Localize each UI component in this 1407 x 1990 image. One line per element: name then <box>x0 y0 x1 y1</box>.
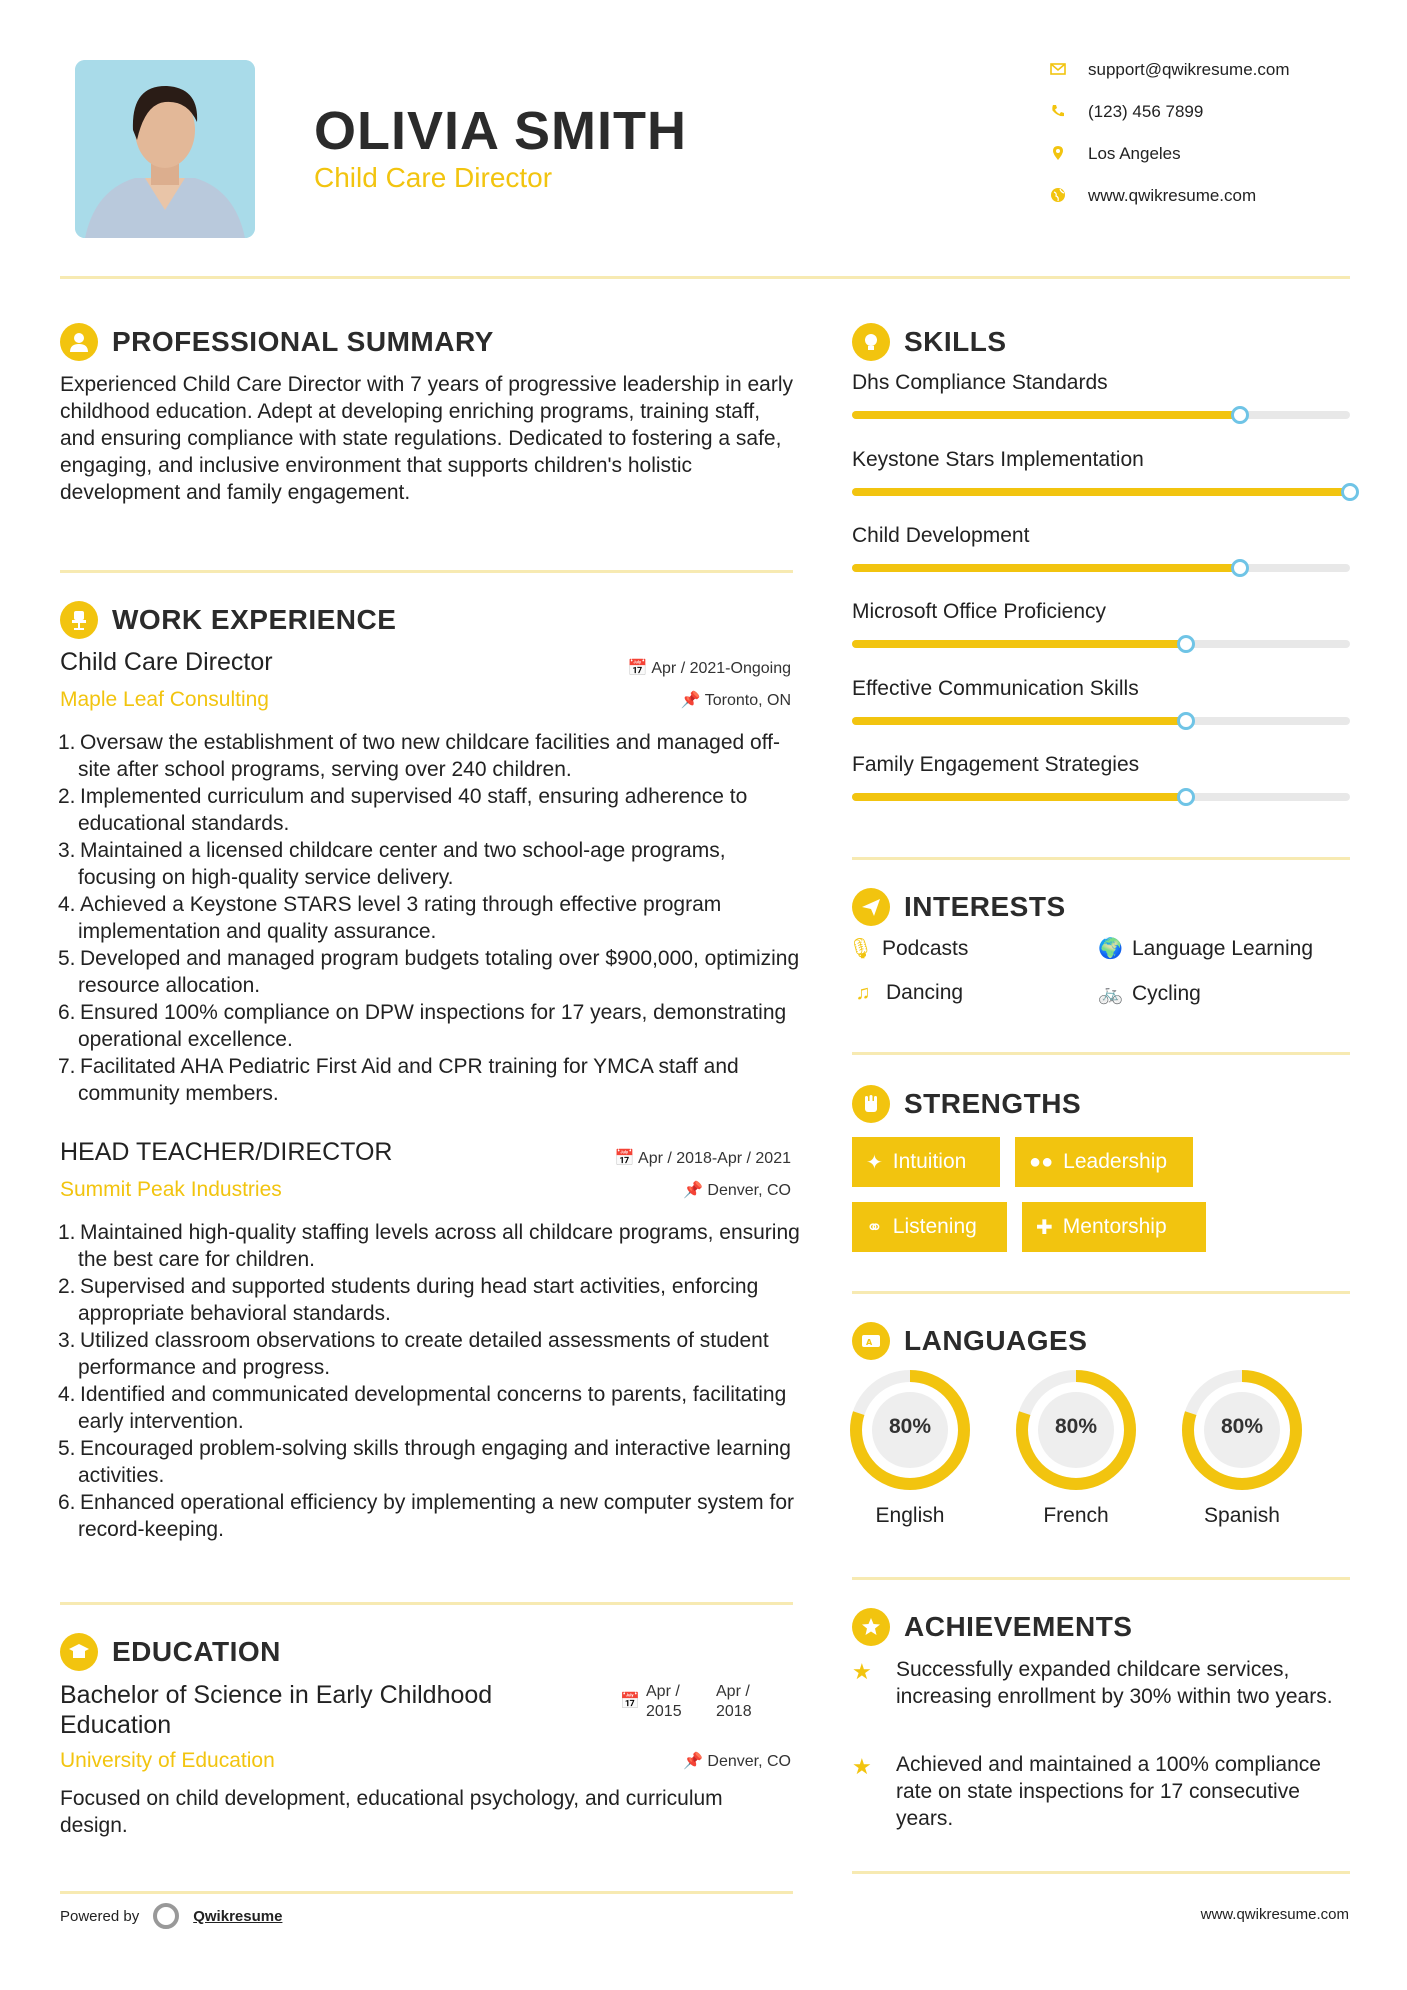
strengths-divider <box>852 1291 1350 1294</box>
user-icon <box>60 323 98 361</box>
skill-item <box>852 677 1350 701</box>
strength-label: Listening <box>892 1215 977 1238</box>
phone-icon <box>1050 103 1066 119</box>
skill-bar-handle <box>1177 788 1195 806</box>
interests-heading-text: INTERESTS <box>904 891 1066 922</box>
job-2-company: Summit Peak Industries <box>60 1178 282 1201</box>
paper-plane-icon <box>852 888 890 926</box>
job-1-dates <box>628 658 791 678</box>
language-item <box>1014 1368 1138 1528</box>
work-heading-text: WORK EXPERIENCE <box>112 604 397 635</box>
language-percent: 80% <box>888 1415 932 1438</box>
list-item: 1. Oversaw the establishment of two new childcare facilities and managed off-site after school programs, serving over 240 children. <box>58 731 780 781</box>
job-2-bullets <box>60 1219 800 1543</box>
microphone-icon: 🎙 <box>848 938 874 960</box>
education-location-text: Denver, CO <box>707 1753 791 1770</box>
star-icon: ★ <box>852 1754 872 1779</box>
strength-label: Intuition <box>892 1150 967 1173</box>
skill-bar <box>852 717 1350 725</box>
pin-icon: 📌 <box>683 1182 703 1199</box>
education-description: Focused on child development, educational psychology, and curriculum design. <box>60 1787 723 1837</box>
education-divider <box>60 1891 793 1894</box>
job-2-title: HEAD TEACHER/DIRECTOR <box>60 1138 393 1166</box>
strength-tag <box>852 1137 1000 1187</box>
skill-bar <box>852 488 1350 496</box>
profile-photo <box>75 60 255 238</box>
magic-wand-icon: ✦ <box>866 1151 883 1174</box>
footer-website[interactable]: www.qwikresume.com <box>1200 1906 1349 1923</box>
job-1-bullets <box>60 729 800 1107</box>
list-item: 5. Developed and managed program budgets totaling over $900,000, optimizing resource allocation. <box>58 947 800 997</box>
calendar-icon: 📅 <box>627 660 648 677</box>
footer-powered-by <box>60 1903 282 1929</box>
globe-icon <box>1050 187 1066 203</box>
qwikresume-link[interactable]: Qwikresume <box>193 1907 283 1925</box>
achievement-text: Achieved and maintained a 100% compliance rate on state inspections for 17 consecutive years. <box>896 1753 1321 1830</box>
skill-label: Microsoft Office Proficiency <box>852 600 1107 623</box>
skill-label: Child Development <box>852 524 1030 547</box>
list-item: 5. Encouraged problem-solving skills through engaging and interactive learning activities. <box>58 1437 791 1487</box>
list-item: 1. Maintained high-quality staffing levels across all childcare programs, ensuring the best care for children. <box>58 1221 800 1271</box>
contact-email-text: support@qwikresume.com <box>1088 60 1290 79</box>
skills-heading <box>852 323 1007 361</box>
lightbulb-icon <box>852 323 890 361</box>
skills-divider <box>852 857 1350 860</box>
candidate-title: Child Care Director <box>314 162 553 193</box>
strength-tag <box>852 1202 1007 1252</box>
work-divider <box>60 1602 793 1605</box>
summary-text: Experienced Child Care Director with 7 years of progressive leadership in early childhood education. Adept at developing enriching programs, training staff, and ensuring compliance with state regulations. Dedicated to fostering a safe, engaging, and inclusive environment that supports children's holistic development and family engagement. <box>60 373 794 504</box>
skill-bar <box>852 793 1350 801</box>
interests-heading <box>852 888 1066 926</box>
interest-item <box>852 981 963 1005</box>
headphones-icon: ⚭ <box>866 1216 883 1239</box>
interest-label: Podcasts <box>882 936 969 960</box>
skill-label: Dhs Compliance Standards <box>852 371 1108 394</box>
user-plus-icon: ✚ <box>1036 1216 1053 1239</box>
language-card-icon <box>852 1322 890 1360</box>
work-heading <box>60 601 396 639</box>
skill-bar <box>852 640 1350 648</box>
interest-item <box>1098 981 1201 1006</box>
job-1-location <box>681 690 791 710</box>
svg-text:A: A <box>866 1338 873 1347</box>
skill-label: Family Engagement Strategies <box>852 753 1140 776</box>
achievement-item <box>852 1656 1352 1710</box>
skills-heading-text: SKILLS <box>904 326 1007 357</box>
language-item <box>1180 1368 1304 1528</box>
pin-icon: 📌 <box>683 1753 703 1770</box>
hand-icon <box>852 1085 890 1123</box>
users-icon: ●● <box>1029 1150 1054 1173</box>
school-name: University of Education <box>60 1749 275 1772</box>
education-heading-text: EDUCATION <box>112 1636 281 1667</box>
contact-website-text: www.qwikresume.com <box>1088 186 1257 205</box>
strength-tag <box>1022 1202 1206 1252</box>
map-pin-icon <box>1050 145 1066 161</box>
job-1-dates-text: Apr / 2021-Ongoing <box>651 660 791 677</box>
summary-divider <box>60 570 793 573</box>
language-percent: 80% <box>1054 1415 1098 1438</box>
strength-tag <box>1015 1137 1193 1187</box>
interests-divider <box>852 1052 1350 1055</box>
interest-label: Cycling <box>1132 981 1201 1005</box>
skill-bar-handle <box>1231 406 1249 424</box>
powered-by-text: Powered by <box>60 1907 140 1925</box>
list-item: 2. Implemented curriculum and supervised 40 staff, ensuring adherence to educational standards. <box>58 785 748 835</box>
languages-heading-text: LANGUAGES <box>904 1325 1088 1356</box>
envelope-icon <box>1050 61 1066 77</box>
header-divider <box>60 276 1350 279</box>
job-1-title: Child Care Director <box>60 648 273 676</box>
strength-label: Leadership <box>1063 1150 1168 1173</box>
chair-icon <box>60 601 98 639</box>
skill-label: Effective Communication Skills <box>852 677 1139 700</box>
achievements-divider <box>852 1871 1350 1874</box>
music-note-icon: ♫ <box>855 981 871 1004</box>
languages-heading <box>852 1322 1087 1360</box>
list-item: 2. Supervised and supported students during head start activities, enforcing appropriate behavioral standards. <box>58 1275 759 1325</box>
skill-item <box>852 448 1350 472</box>
language-name: French <box>1043 1504 1109 1527</box>
list-item: 3. Utilized classroom observations to create detailed assessments of student performance and progress. <box>58 1329 769 1379</box>
language-name: Spanish <box>1204 1504 1280 1527</box>
skill-item <box>852 600 1350 624</box>
skill-bar <box>852 411 1350 419</box>
education-heading <box>60 1633 281 1671</box>
job-2-location <box>683 1180 791 1200</box>
interest-label: Language Learning <box>1132 936 1314 960</box>
achievements-heading <box>852 1608 1132 1646</box>
interest-label: Dancing <box>886 981 964 1004</box>
skill-item <box>852 524 1350 548</box>
achievement-item <box>852 1751 1352 1832</box>
interest-item <box>1098 936 1313 961</box>
calendar-icon: 📅 <box>614 1150 635 1167</box>
summary-heading <box>60 323 494 361</box>
qwikresume-logo-icon <box>153 1903 179 1929</box>
summary-heading-text: PROFESSIONAL SUMMARY <box>112 326 494 357</box>
job-2-location-text: Denver, CO <box>707 1182 791 1199</box>
skill-bar-handle <box>1231 559 1249 577</box>
job-1-company: Maple Leaf Consulting <box>60 688 269 711</box>
achievement-text: Successfully expanded childcare services, increasing enrollment by 30% within two years. <box>896 1658 1333 1708</box>
skill-label: Keystone Stars Implementation <box>852 448 1144 471</box>
language-percent: 80% <box>1220 1415 1264 1438</box>
star-badge-icon <box>852 1608 890 1646</box>
skill-bar-handle <box>1177 712 1195 730</box>
candidate-name: OLIVIA SMITH <box>314 101 687 161</box>
degree-title: Bachelor of Science in Early Childhood Education <box>60 1681 493 1739</box>
language-item <box>848 1368 972 1528</box>
graduation-icon <box>60 1633 98 1671</box>
contact-phone-text: (123) 456 7899 <box>1088 102 1204 121</box>
list-item: 7. Facilitated AHA Pediatric First Aid and CPR training for YMCA staff and community members. <box>58 1055 739 1105</box>
skill-bar-handle <box>1177 635 1195 653</box>
strength-label: Mentorship <box>1062 1215 1167 1238</box>
star-icon: ★ <box>852 1659 872 1684</box>
skill-bar-handle <box>1341 483 1359 501</box>
list-item: 3. Maintained a licensed childcare center and two school-age programs, focusing on high-quality service delivery. <box>58 839 726 889</box>
skill-item <box>852 371 1350 395</box>
skill-item <box>852 753 1350 777</box>
bicycle-icon: 🚲 <box>1098 983 1123 1005</box>
job-2-dates-text: Apr / 2018-Apr / 2021 <box>638 1150 791 1167</box>
contact-location-text: Los Angeles <box>1088 144 1181 163</box>
language-name: English <box>875 1504 945 1527</box>
list-item: 6. Ensured 100% compliance on DPW inspections for 17 years, demonstrating operational excellence. <box>58 1001 787 1051</box>
job-2-dates <box>615 1148 791 1168</box>
achievements-heading-text: ACHIEVEMENTS <box>904 1611 1133 1642</box>
list-item: 6. Enhanced operational efficiency by implementing a new computer system for record-keeping. <box>58 1491 794 1541</box>
globe-icon: 🌍 <box>1098 938 1123 960</box>
education-end-date: Apr / 2018 <box>716 1683 752 1720</box>
strengths-heading-text: STRENGTHS <box>904 1088 1082 1119</box>
interest-item <box>848 936 968 961</box>
list-item: 4. Identified and communicated developmental concerns to parents, facilitating early intervention. <box>58 1383 787 1433</box>
calendar-icon: 📅 <box>620 1693 640 1710</box>
pin-icon: 📌 <box>680 692 701 709</box>
list-item: 4. Achieved a Keystone STARS level 3 rating through effective program implementation and quality assurance. <box>58 893 722 943</box>
education-location <box>683 1751 791 1771</box>
skill-bar <box>852 564 1350 572</box>
education-start-date: Apr / 2015 <box>646 1683 682 1720</box>
job-1-location-text: Toronto, ON <box>704 692 791 709</box>
strengths-heading <box>852 1085 1081 1123</box>
languages-divider <box>852 1577 1350 1580</box>
